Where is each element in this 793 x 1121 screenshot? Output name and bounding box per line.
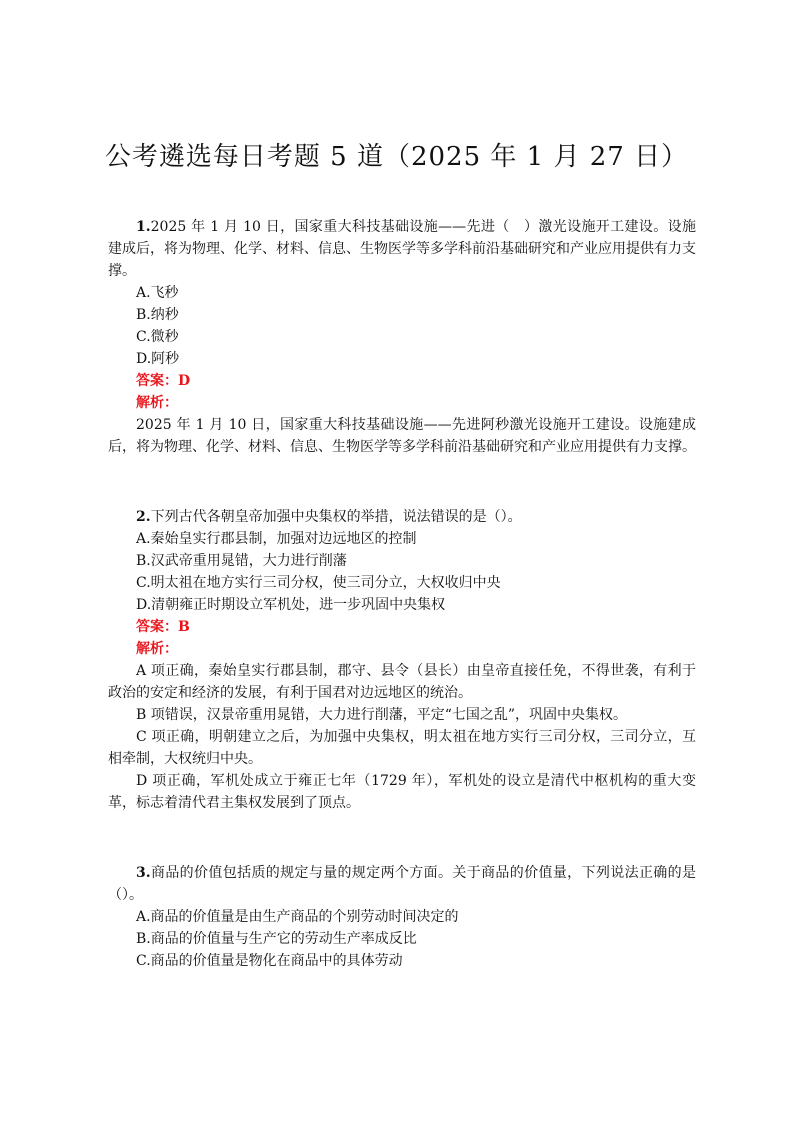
option-c: C.微秒	[136, 329, 179, 345]
question-text: 下列古代各朝皇帝加强中央集权的举措，说法错误的是（）。	[150, 509, 522, 525]
analysis-text: B 项错误，汉景帝重用晁错，大力进行削藩，平定“七国之乱”，巩固中央集权。	[136, 707, 628, 723]
option-c: C.明太祖在地方实行三司分权，使三司分立，大权收归中央	[136, 575, 501, 591]
question-stem	[108, 862, 696, 906]
option-a: A.秦始皇实行郡县制，加强对边远地区的控制	[136, 531, 417, 547]
option-b: B.纳秒	[136, 307, 179, 323]
option-c: C.商品的价值量是物化在商品中的具体劳动	[136, 953, 403, 969]
option-d: D.清朝雍正时期设立军机处，进一步巩固中央集权	[136, 597, 446, 613]
option-a: A.飞秒	[136, 285, 179, 301]
question-3	[108, 862, 696, 972]
question-number: 3.	[136, 865, 151, 881]
analysis-label: 解析：	[136, 641, 178, 657]
option-b: B.汉武帝重用晁错，大力进行削藩	[136, 553, 347, 569]
question-number: 1.	[136, 219, 151, 235]
analysis-text: D 项正确，军机处成立于雍正七年（1729 年），军机处的设立是清代中枢机构的重大变革，标志着清代君主集权发展到了顶点。	[108, 773, 696, 811]
answer-label: 答案：D	[136, 373, 191, 389]
analysis-text: A 项正确，秦始皇实行郡县制，郡守、县令（县长）由皇帝直接任免，不得世袭，有利于政治的安定和经济的发展，有利于国君对边远地区的统治。	[108, 663, 696, 701]
question-text: 商品的价值包括质的规定与量的规定两个方面。关于商品的价值量，下列说法正确的是（）。	[108, 865, 696, 903]
page-title: 公考遴选每日考题 5 道（2025 年 1 月 27 日）	[104, 142, 689, 172]
question-1	[108, 216, 696, 458]
question-text: 2025 年 1 月 10 日，国家重大科技基础设施——先进（ ）激光设施开工建设。设施建成后，将为物理、化学、材料、信息、生物医学等多学科前沿基础研究和产业应用提供有力支撑。	[108, 219, 696, 279]
question-number: 2.	[136, 509, 151, 525]
question-2	[108, 506, 696, 814]
analysis-text: C 项正确，明朝建立之后，为加强中央集权，明太祖在地方实行三司分权，三司分立，互相牵制，大权统归中央。	[108, 729, 696, 767]
option-a: A.商品的价值量是由生产商品的个别劳动时间决定的	[136, 909, 459, 925]
answer-label: 答案：B	[136, 619, 190, 635]
analysis-label: 解析：	[136, 395, 178, 411]
analysis-text: 2025 年 1 月 10 日，国家重大科技基础设施——先进阿秒激光设施开工建设。设施建成后，将为物理、化学、材料、信息、生物医学等多学科前沿基础研究和产业应用提供有力支撑。	[108, 417, 696, 455]
option-d: D.阿秒	[136, 351, 180, 367]
question-stem	[108, 216, 696, 282]
option-b: B.商品的价值量与生产它的劳动生产率成反比	[136, 931, 417, 947]
question-stem	[108, 506, 696, 528]
